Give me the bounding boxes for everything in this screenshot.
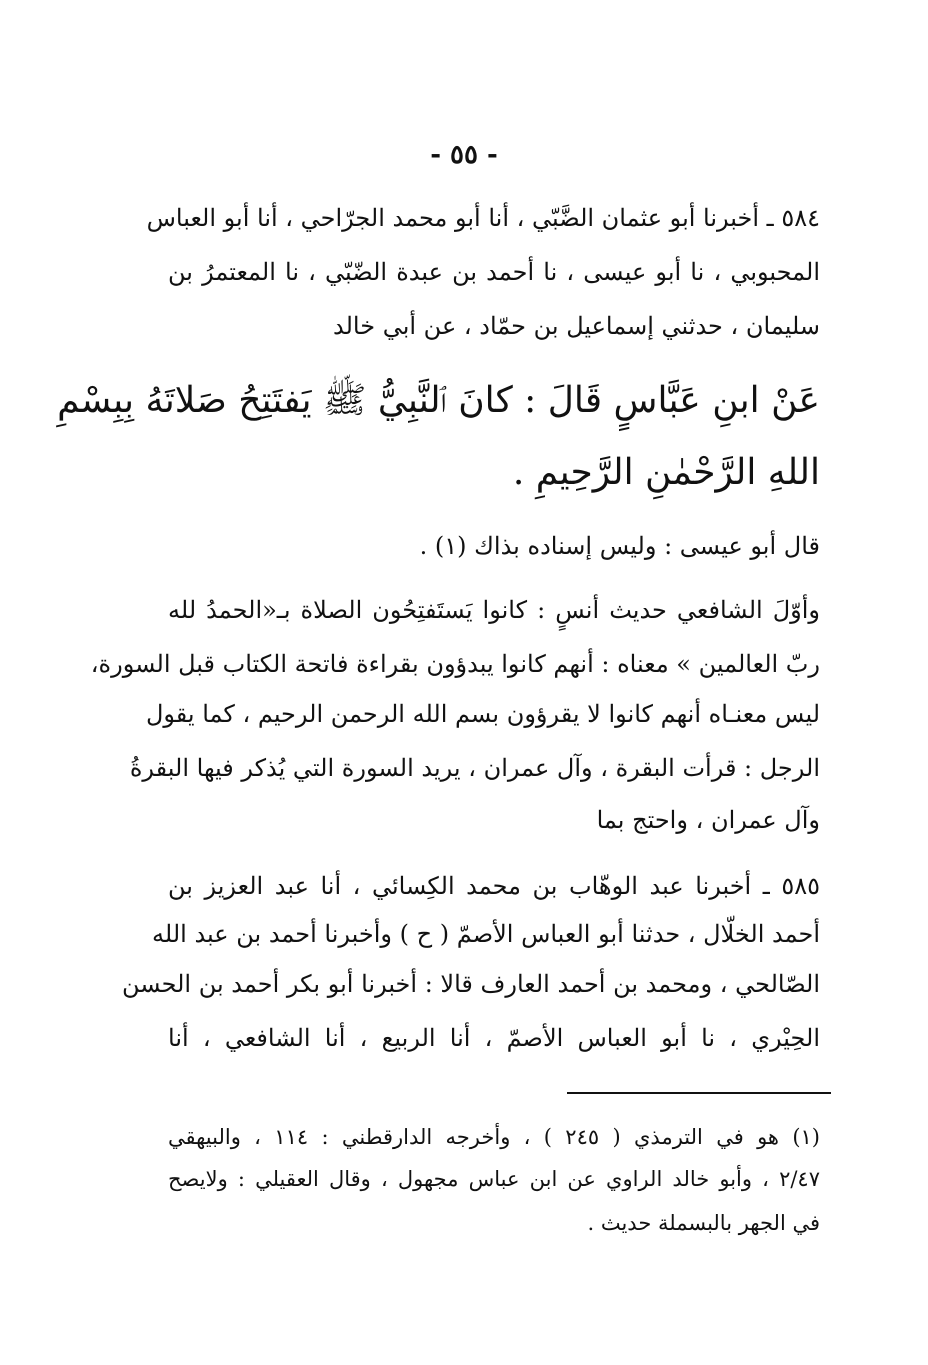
commentary-line-2: ربّ العالمين » معناه : أنهم كانوا يبدؤون بقراءة فاتحة الكتاب قبل السورة، <box>90 650 820 678</box>
hadith-584-line-3: سليمان ، حدثني إسماعيل بن حمّاد ، عن أبي خالد <box>333 312 820 340</box>
commentary-line-1: وأوّلَ الشافعي حديث أنسٍ : كانوا يَستَفتِحُون الصلاة بـ«الحمدُ لله <box>168 596 820 624</box>
hadith-585-line-4: الحِيْري ، نا أبو العباس الأصمّ ، أنا الربيع ، أنا الشافعي ، أنا <box>168 1024 820 1052</box>
hadith-585-line-2: أحمد الخلّال ، حدثنا أبو العباس الأصمّ ( ح ) وأخبرنا أحمد بن عبد الله <box>152 920 820 948</box>
hadith-584-matn-line-2: اللهِ الرَّحْمٰنِ الرَّحِيمِ . <box>512 452 820 493</box>
hadith-584-line-2: المحبوبي ، نا أبو عيسى ، نا أحمد بن عبدة الضّبّي ، نا المعتمرُ بن <box>168 258 820 286</box>
hadith-585-line-1: ٥٨٥ ـ أخبرنا عبد الوهّاب بن محمد الكِسائي ، أنا عبد العزيز بن <box>168 872 820 900</box>
page-number: - ٥٥ - <box>430 140 498 170</box>
commentary-line-4: الرجل : قرأت البقرة ، وآل عمران ، يريد السورة التي يُذكر فيها البقرةُ <box>129 754 820 782</box>
hadith-584-line-1: ٥٨٤ ـ أخبرنا أبو عثمان الضَّبّي ، أنا أبو محمد الجرّاحي ، أنا أبو العباس <box>146 204 820 232</box>
footnote-line-1: (١) هو في الترمذي ( ٢٤٥ ) ، وأخرجه الدارقطني : ١١٤ ، والبيهقي <box>168 1125 820 1149</box>
commentary-line-5: وآل عمران ، واحتج بما <box>596 806 820 834</box>
footnote-separator <box>567 1092 831 1094</box>
footnote-line-3: في الجهر بالبسملة حديث . <box>587 1211 820 1235</box>
footnote-line-2: ٢/٤٧ ، وأبو خالد الراوي عن ابن عباس مجهول ، وقال العقيلي : ولايصح <box>168 1167 820 1191</box>
hadith-585-line-3: الصّالحي ، ومحمد بن أحمد العارف قالا : أخبرنا أبو بكر أحمد بن الحسن <box>121 970 820 998</box>
commentary-line-3: ليس معنـاه أنهم كانوا لا يقرؤون بسم الله الرحمن الرحيم ، كما يقول <box>145 700 820 728</box>
abu-isa-remark: قال أبو عيسى : وليس إسناده بذاك (١) . <box>419 532 820 560</box>
hadith-584-matn-line-1: عَنْ ابنِ عَبَّاسٍ قَالَ : كانَ ٱلنَّبِيُّ ﷺ يَفتَتِحُ صَلاتَهُ بِبِسْمِ <box>57 380 820 421</box>
